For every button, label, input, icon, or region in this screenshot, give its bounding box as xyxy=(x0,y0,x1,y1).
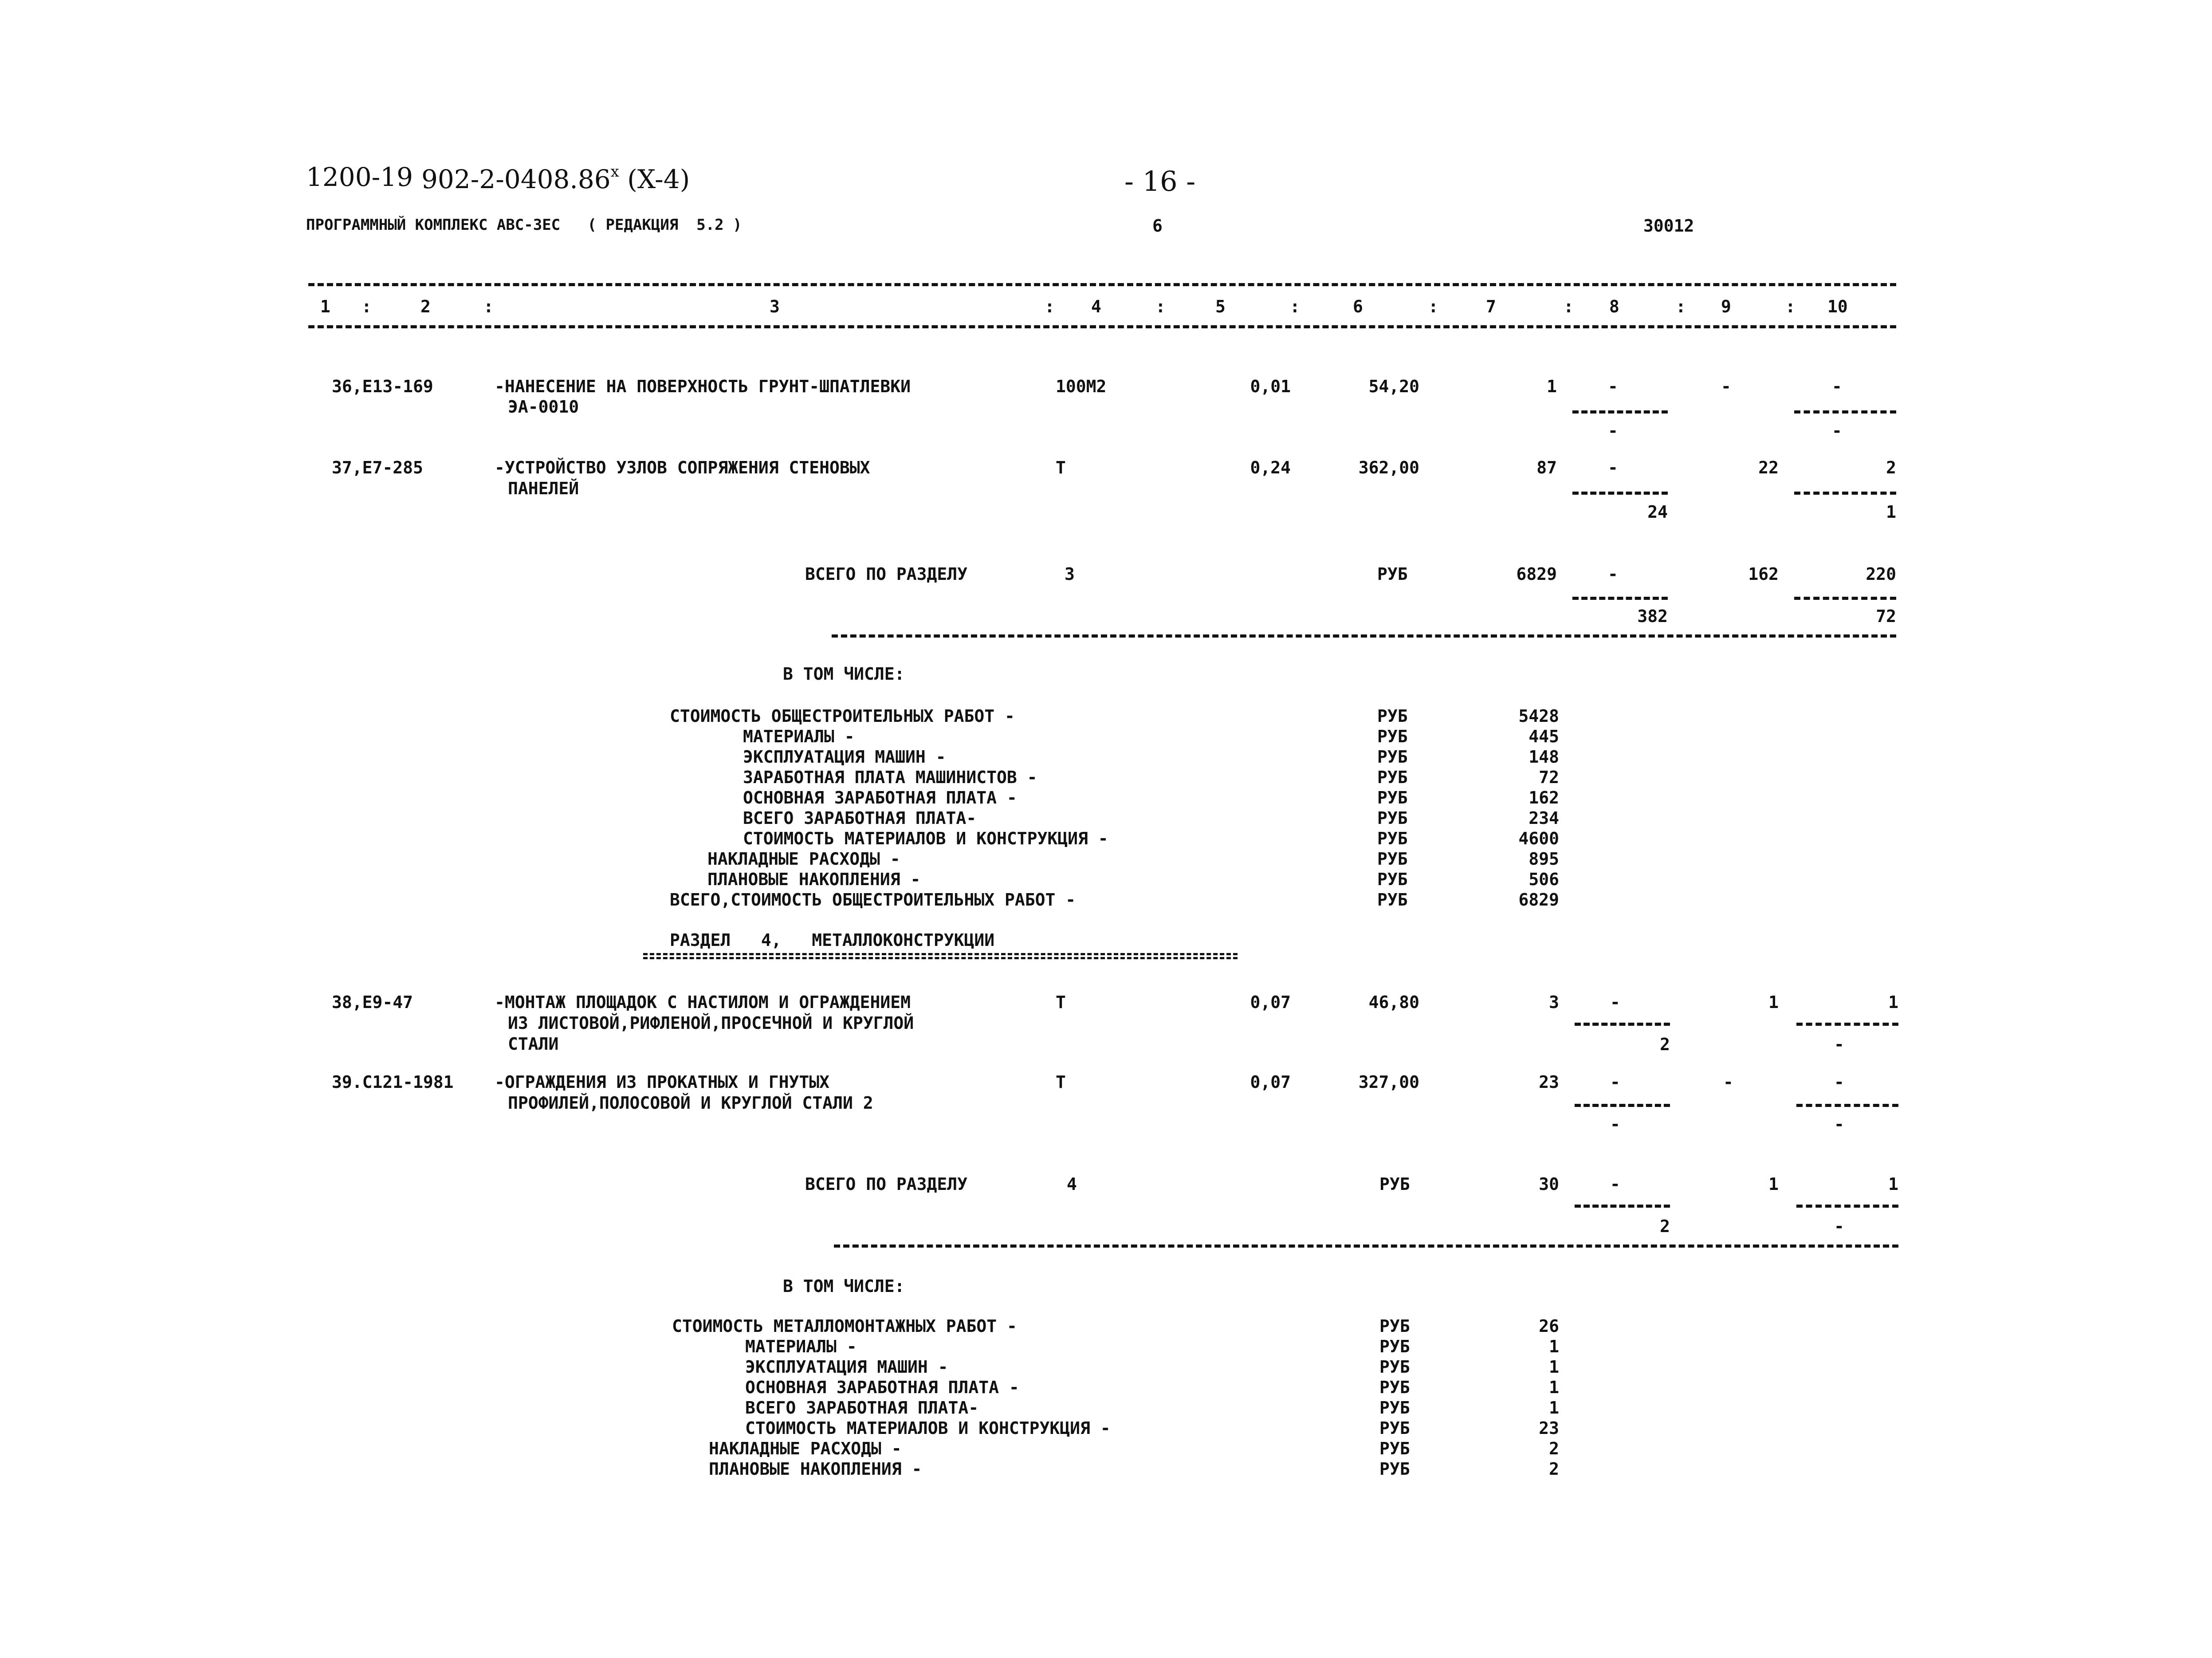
item-description: СТАЛИ xyxy=(508,1034,559,1054)
col-sep: : xyxy=(1045,297,1055,316)
col-sep: : xyxy=(1785,297,1796,316)
section-heading: РАЗДЕЛ 4, МЕТАЛЛОКОНСТРУКЦИИ xyxy=(670,930,995,950)
sheet-number: 6 xyxy=(1152,216,1163,236)
fraction-rule xyxy=(1575,1205,1670,1208)
section-total-number: 4 xyxy=(1067,1174,1077,1194)
item-total: 3 xyxy=(1549,992,1559,1012)
breakdown-value: 1 xyxy=(1549,1378,1559,1397)
breakdown-unit: РУБ xyxy=(1377,747,1408,767)
section-total-number: 3 xyxy=(1065,564,1075,584)
col-sep: : xyxy=(1155,297,1166,316)
breakdown-value: 1 xyxy=(1549,1357,1559,1377)
item-qty: 0,07 xyxy=(1250,992,1291,1012)
item-total: 1 xyxy=(1547,377,1557,396)
col-sep: : xyxy=(361,297,372,316)
item-c10-top: - xyxy=(1834,1072,1844,1092)
item-description: ПАНЕЛЕЙ xyxy=(508,479,579,498)
item-c8-top: - xyxy=(1608,377,1618,396)
breakdown-label: СТОИМОСТЬ МАТЕРИАЛОВ И КОНСТРУКЦИЯ - xyxy=(743,829,1108,848)
col-3: 3 xyxy=(770,297,780,316)
breakdown-unit: РУБ xyxy=(1377,890,1408,910)
fraction-rule xyxy=(1575,1104,1670,1107)
breakdown-value: 234 xyxy=(1528,808,1559,828)
fraction-rule xyxy=(1572,492,1668,495)
project-variant: (X-4) xyxy=(627,164,690,194)
item-total: 23 xyxy=(1539,1072,1559,1092)
project-code xyxy=(421,164,690,192)
item-c8-bottom: - xyxy=(1608,421,1618,441)
breakdown-label: ОСНОВНАЯ ЗАРАБОТНАЯ ПЛАТА - xyxy=(743,788,1017,807)
project-code-sup: x xyxy=(610,163,619,181)
item-price: 46,80 xyxy=(1368,992,1419,1012)
section-total-c8-bottom: 2 xyxy=(1660,1217,1670,1236)
item-description: -НАНЕСЕНИЕ НА ПОВЕРХНОСТЬ ГРУНТ-ШПАТЛЕВКИ xyxy=(495,377,911,396)
breakdown-unit: РУБ xyxy=(1377,768,1408,787)
section-total-unit: РУБ xyxy=(1379,1174,1410,1194)
breakdown-unit: РУБ xyxy=(1379,1398,1410,1418)
col-sep: : xyxy=(1676,297,1686,316)
item-description: -УСТРОЙСТВО УЗЛОВ СОПРЯЖЕНИЯ СТЕНОВЫХ xyxy=(495,458,870,477)
col-10: 10 xyxy=(1827,297,1848,316)
section-total-value: 6829 xyxy=(1516,564,1557,584)
breakdown-label: ОСНОВНАЯ ЗАРАБОТНАЯ ПЛАТА - xyxy=(745,1378,1019,1397)
breakdown-label: ПЛАНОВЫЕ НАКОПЛЕНИЯ - xyxy=(709,1459,922,1479)
item-c10-top: - xyxy=(1832,377,1842,396)
fraction-rule xyxy=(1572,410,1668,414)
item-description: -ОГРАЖДЕНИЯ ИЗ ПРОКАТНЫХ И ГНУТЫХ xyxy=(495,1072,829,1092)
section-total-c8-top: - xyxy=(1608,564,1618,584)
breakdown-value: 162 xyxy=(1528,788,1559,807)
breakdown-unit: РУБ xyxy=(1377,706,1408,726)
col-sep: : xyxy=(1290,297,1300,316)
breakdown-value: 2 xyxy=(1549,1459,1559,1479)
item-c9: - xyxy=(1721,377,1731,396)
item-qty: 0,01 xyxy=(1250,377,1291,396)
fraction-rule xyxy=(1575,1023,1670,1026)
item-c10-bottom: - xyxy=(1834,1035,1844,1054)
breakdown-unit: РУБ xyxy=(1377,870,1408,889)
item-c10-bottom: 1 xyxy=(1886,502,1896,522)
item-c8-top: - xyxy=(1610,992,1620,1012)
section-total-c10-bottom: - xyxy=(1834,1217,1844,1236)
item-unit: 100М2 xyxy=(1056,377,1107,396)
breakdown-value: 895 xyxy=(1528,849,1559,869)
breakdown-value: 4600 xyxy=(1518,829,1559,848)
section-total-c9: 1 xyxy=(1768,1174,1779,1194)
section-rule xyxy=(832,634,1896,638)
section-total-c8-bottom: 382 xyxy=(1637,606,1668,626)
col-7: 7 xyxy=(1486,297,1496,316)
breakdown-unit: РУБ xyxy=(1379,1316,1410,1336)
breakdown-value: 5428 xyxy=(1518,706,1559,726)
breakdown-label: ВСЕГО,СТОИМОСТЬ ОБЩЕСТРОИТЕЛЬНЫХ РАБОТ - xyxy=(670,890,1076,910)
breakdown-value: 1 xyxy=(1549,1398,1559,1418)
breakdown-label: НАКЛАДНЫЕ РАСХОДЫ - xyxy=(707,849,900,869)
breakdown-unit: РУБ xyxy=(1379,1378,1410,1397)
col-sep: : xyxy=(483,297,494,316)
breakdown-value: 6829 xyxy=(1518,890,1559,910)
project-code-main: 902-2-0408.86 xyxy=(421,164,611,194)
breakdown-unit: РУБ xyxy=(1377,849,1408,869)
fraction-rule xyxy=(1794,410,1896,414)
breakdown-unit: РУБ xyxy=(1379,1439,1410,1458)
breakdown-value: 1 xyxy=(1549,1337,1559,1356)
item-price: 362,00 xyxy=(1358,458,1419,477)
breakdown-label: ВСЕГО ЗАРАБОТНАЯ ПЛАТА- xyxy=(745,1398,979,1418)
col-5: 5 xyxy=(1215,297,1226,316)
breakdown-value: 445 xyxy=(1528,727,1559,746)
header-rule-bottom xyxy=(308,325,1896,328)
item-c10-bottom: - xyxy=(1832,421,1842,441)
item-c8-bottom: - xyxy=(1610,1115,1620,1134)
item-code: 37,Е7-285 xyxy=(332,458,423,477)
section-total-unit: РУБ xyxy=(1377,564,1408,584)
item-qty: 0,07 xyxy=(1250,1072,1291,1092)
breakdown-label: НАКЛАДНЫЕ РАСХОДЫ - xyxy=(709,1439,902,1458)
item-c8-bottom: 24 xyxy=(1647,502,1668,522)
breakdown-unit: РУБ xyxy=(1379,1459,1410,1479)
breakdown-unit: РУБ xyxy=(1377,808,1408,828)
col-sep: : xyxy=(1428,297,1438,316)
col-4: 4 xyxy=(1091,297,1101,316)
item-c9: 1 xyxy=(1768,992,1779,1012)
item-description: ПРОФИЛЕЙ,ПОЛОСОВОЙ И КРУГЛОЙ СТАЛИ 2 xyxy=(508,1093,873,1113)
breakdown-unit: РУБ xyxy=(1377,788,1408,807)
fraction-rule xyxy=(1796,1023,1898,1026)
breakdown-label: МАТЕРИАЛЫ - xyxy=(745,1337,857,1356)
fraction-rule xyxy=(1794,597,1896,600)
breakdown-value: 148 xyxy=(1528,747,1559,767)
doc-code: 1200-19 xyxy=(306,162,413,192)
breakdown-label: СТОИМОСТЬ ОБЩЕСТРОИТЕЛЬНЫХ РАБОТ - xyxy=(670,706,1015,726)
item-description: -МОНТАЖ ПЛОЩАДОК С НАСТИЛОМ И ОГРАЖДЕНИЕМ xyxy=(495,992,911,1012)
item-unit: Т xyxy=(1056,1072,1066,1092)
item-code: 36,Е13-169 xyxy=(332,377,433,396)
breakdown-unit: РУБ xyxy=(1377,829,1408,848)
fraction-rule xyxy=(1572,597,1668,600)
item-qty: 0,24 xyxy=(1250,458,1291,477)
section-total-value: 30 xyxy=(1539,1174,1559,1194)
section-total-c9: 162 xyxy=(1748,564,1779,584)
doc-number: 30012 xyxy=(1643,216,1694,236)
breakdown-title: В ТОМ ЧИСЛЕ: xyxy=(783,1276,905,1296)
item-total: 87 xyxy=(1536,458,1557,477)
header-rule-top xyxy=(308,283,1896,286)
breakdown-title: В ТОМ ЧИСЛЕ: xyxy=(783,664,905,684)
breakdown-unit: РУБ xyxy=(1379,1337,1410,1356)
program-label: ПРОГРАММНЫЙ КОМПЛЕКС АВС-3ЕС ( РЕДАКЦИЯ 5.2 ) xyxy=(306,216,742,234)
breakdown-label: ПЛАНОВЫЕ НАКОПЛЕНИЯ - xyxy=(707,870,921,889)
col-sep: : xyxy=(1564,297,1574,316)
fraction-rule xyxy=(1796,1205,1898,1208)
item-c8-top: - xyxy=(1608,458,1618,477)
item-c8-top: - xyxy=(1610,1072,1620,1092)
section-total-label: ВСЕГО ПО РАЗДЕЛУ xyxy=(805,1174,968,1194)
item-code: 39.С121-1981 xyxy=(332,1072,454,1092)
col-9: 9 xyxy=(1721,297,1731,316)
col-8: 8 xyxy=(1609,297,1619,316)
item-unit: Т xyxy=(1056,458,1066,477)
item-description: ИЗ ЛИСТОВОЙ,РИФЛЕНОЙ,ПРОСЕЧНОЙ И КРУГЛОЙ xyxy=(508,1013,914,1033)
fraction-rule xyxy=(1796,1104,1898,1107)
item-c8-bottom: 2 xyxy=(1660,1035,1670,1054)
col-1: 1 xyxy=(320,297,330,316)
item-c10-top: 1 xyxy=(1888,992,1898,1012)
breakdown-unit: РУБ xyxy=(1377,727,1408,746)
breakdown-label: МАТЕРИАЛЫ - xyxy=(743,727,855,746)
breakdown-label: ЭКСПЛУАТАЦИЯ МАШИН - xyxy=(743,747,946,767)
breakdown-label: СТОИМОСТЬ МАТЕРИАЛОВ И КОНСТРУКЦИЯ - xyxy=(745,1418,1111,1438)
breakdown-label: ВСЕГО ЗАРАБОТНАЯ ПЛАТА- xyxy=(743,808,977,828)
item-c9: 22 xyxy=(1758,458,1779,477)
col-2: 2 xyxy=(420,297,431,316)
breakdown-label: ЗАРАБОТНАЯ ПЛАТА МАШИНИСТОВ - xyxy=(743,768,1037,787)
col-6: 6 xyxy=(1353,297,1363,316)
item-description: ЭА-0010 xyxy=(508,397,579,417)
section-total-c10-top: 1 xyxy=(1888,1174,1898,1194)
section-total-c10-top: 220 xyxy=(1866,564,1896,584)
breakdown-unit: РУБ xyxy=(1379,1357,1410,1377)
item-price: 327,00 xyxy=(1358,1072,1419,1092)
fraction-rule xyxy=(1794,492,1896,495)
section-heading-underline xyxy=(643,953,1238,959)
breakdown-value: 2 xyxy=(1549,1439,1559,1458)
item-c9: - xyxy=(1723,1072,1733,1092)
item-code: 38,Е9-47 xyxy=(332,992,413,1012)
breakdown-value: 72 xyxy=(1539,768,1559,787)
breakdown-label: СТОИМОСТЬ МЕТАЛЛОМОНТАЖНЫХ РАБОТ - xyxy=(672,1316,1017,1336)
item-unit: Т xyxy=(1056,992,1066,1012)
item-price: 54,20 xyxy=(1368,377,1419,396)
section-total-c10-bottom: 72 xyxy=(1876,606,1896,626)
section-rule xyxy=(834,1244,1898,1248)
breakdown-label: ЭКСПЛУАТАЦИЯ МАШИН - xyxy=(745,1357,948,1377)
breakdown-value: 506 xyxy=(1528,870,1559,889)
section-total-c8-top: - xyxy=(1610,1174,1620,1194)
item-c10-top: 2 xyxy=(1886,458,1896,477)
breakdown-value: 23 xyxy=(1539,1418,1559,1438)
breakdown-unit: РУБ xyxy=(1379,1418,1410,1438)
section-total-label: ВСЕГО ПО РАЗДЕЛУ xyxy=(805,564,968,584)
breakdown-value: 26 xyxy=(1539,1316,1559,1336)
item-c10-bottom: - xyxy=(1834,1115,1844,1134)
page-number: - 16 - xyxy=(1124,165,1196,197)
